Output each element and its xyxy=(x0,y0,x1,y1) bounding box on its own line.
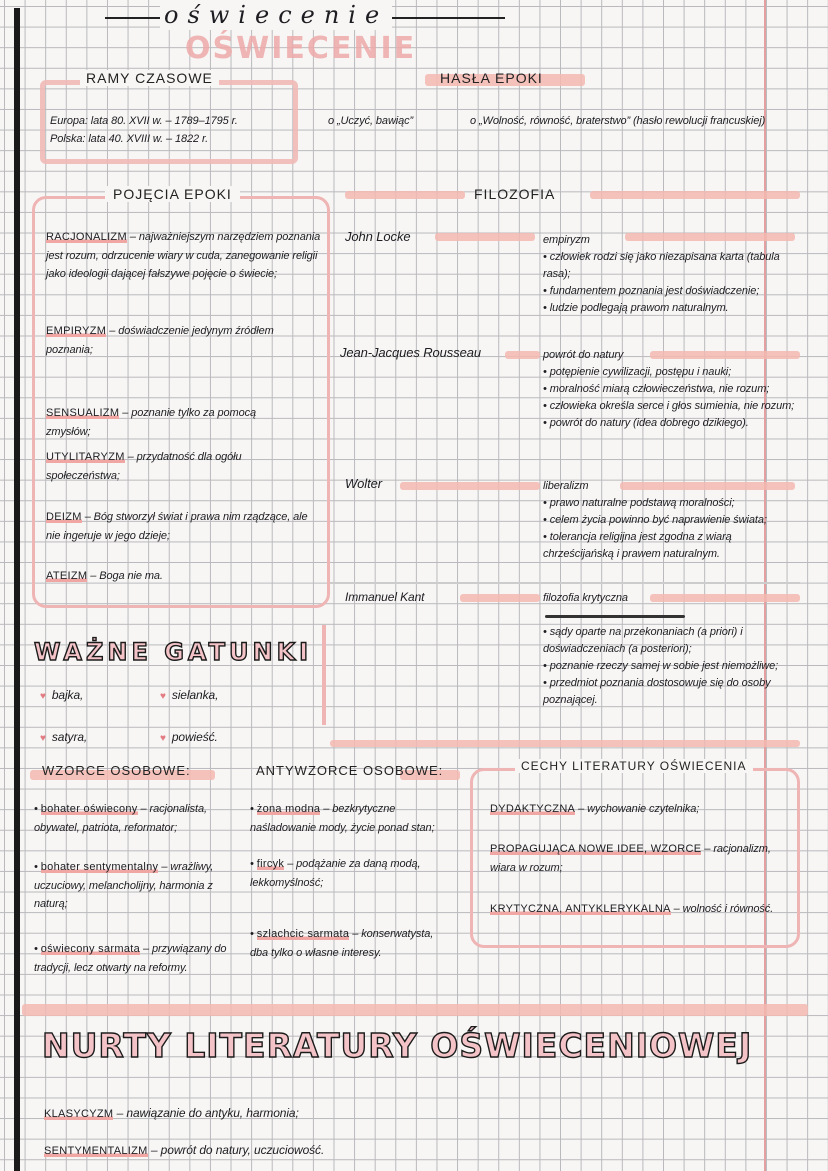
divider-highlight xyxy=(330,740,800,747)
antywzorzec-item xyxy=(250,925,450,962)
gatunek-item xyxy=(40,686,83,707)
term: DYDAKTYCZNA xyxy=(490,803,576,815)
definition: – doświadczenie jedynym źródłem poznania; xyxy=(46,325,274,356)
term: fircyk xyxy=(256,858,285,870)
pojecie-racjonalizm xyxy=(46,228,322,284)
page-binding-edge xyxy=(14,8,20,1171)
wzorzec-item xyxy=(34,800,234,837)
nurt-item xyxy=(44,1141,544,1161)
margin-line xyxy=(764,0,766,1171)
haslo-text: „Wolność, równość, braterstwo” (hasło rewolucji francuskiej) xyxy=(478,115,766,127)
definition: – przydatność dla ogółu społeczeństwa; xyxy=(46,451,242,482)
filozofia-highlight-right xyxy=(590,191,800,199)
heart-icon: ♥ xyxy=(160,691,166,702)
nurty-header: NURTY LITERATURY OŚWIECENIOWEJ xyxy=(42,1026,753,1065)
term: SENTYMENTALIZM xyxy=(44,1145,148,1157)
highlight xyxy=(435,233,535,241)
kant-ideas xyxy=(543,590,805,709)
hasla-header: HASŁA EPOKI xyxy=(440,70,543,86)
antywzorce-header: ANTYWZORCE OSOBOWE: xyxy=(256,763,444,778)
definition: – podążanie za daną modą, lekkomyślność; xyxy=(250,858,421,889)
highlight xyxy=(400,482,540,490)
idea: liberalizm xyxy=(543,480,589,492)
term: PROPAGUJĄCA NOWE IDEE, WZORCE xyxy=(490,843,702,855)
cecha-item xyxy=(490,800,780,819)
term: UTYLITARYZM xyxy=(46,451,125,463)
idea: filozofia krytyczna xyxy=(543,592,628,604)
term: EMPIRYZM xyxy=(46,325,107,337)
definition: – nawiązanie do antyku, harmonia; xyxy=(113,1106,299,1120)
ramy-polska: Polska: lata 40. XVIII w. – 1822 r. xyxy=(50,133,209,145)
definition: – racjonalista, obywatel, patriota, reformator; xyxy=(34,803,207,834)
term: KRYTYCZNA, ANTYKLERYKALNA xyxy=(490,903,671,915)
point: • potępienie cywilizacji, postępu i nauki; xyxy=(543,364,805,381)
philosopher-wolter: Wolter xyxy=(345,476,382,491)
pojecie-empiryzm xyxy=(46,322,316,359)
definition: – wychowanie czytelnika; xyxy=(575,803,700,815)
wolter-ideas xyxy=(543,478,805,563)
term: bohater sentymentalny xyxy=(40,861,159,873)
wzorzec-item xyxy=(34,858,234,914)
divider xyxy=(330,582,800,584)
gatunek-label: powieść. xyxy=(171,730,218,744)
highlight xyxy=(460,594,540,602)
definition: – bezkrytyczne naśladowanie mody, życie ponad stan; xyxy=(250,803,435,834)
term: KLASYCYZM xyxy=(44,1108,114,1120)
antywzorzec-item xyxy=(250,855,450,892)
point: • powrót do natury (idea dobrego dzikiego). xyxy=(543,415,805,432)
pojecie-ateizm xyxy=(46,567,306,586)
gatunek-label: satyra, xyxy=(51,730,88,744)
haslo-1: o „Uczyć, bawiąc” xyxy=(328,115,414,127)
term: żona modna xyxy=(256,803,321,815)
gatunek-item xyxy=(160,728,218,749)
definition: – poznanie tylko za pomocą zmysłów; xyxy=(46,407,257,438)
definition: – wrażliwy, uczuciowy, melancholijny, harmonia z naturą; xyxy=(34,861,214,910)
philosopher-rousseau: Jean-Jacques Rousseau xyxy=(340,345,481,360)
point: • ludzie podlegają prawom naturalnym. xyxy=(543,300,805,317)
cecha-item xyxy=(490,840,780,877)
term: ATEIZM xyxy=(46,570,88,582)
point: • poznanie rzeczy samej w sobie jest niemożliwe; xyxy=(543,658,805,675)
cechy-header: CECHY LITERATURY OŚWIECENIA xyxy=(515,759,753,773)
rousseau-ideas xyxy=(543,347,805,432)
gatunek-item xyxy=(40,728,87,749)
definition: – powrót do natury, uczuciowość. xyxy=(147,1143,325,1157)
wzorzec-item xyxy=(34,940,234,977)
pojecie-sensualizm xyxy=(46,404,296,441)
title-watermark: OŚWIECENIE xyxy=(185,31,417,66)
pojecie-utylitaryzm xyxy=(46,448,308,485)
nurt-item xyxy=(44,1104,544,1124)
philosopher-kant: Immanuel Kant xyxy=(345,590,425,604)
haslo-2: o „Wolność, równość, braterstwo” (hasło rewolucji francuskiej) xyxy=(470,115,766,127)
definition: – przywiązany do tradycji, lecz otwarty na reformy. xyxy=(34,943,227,974)
point: • człowiek rodzi się jako niezapisana karta (tabula rasa); xyxy=(543,249,805,283)
point: • prawo naturalne podstawą moralności; xyxy=(543,495,805,512)
cecha-item xyxy=(490,900,790,919)
page-title: oświecenie xyxy=(160,0,392,30)
definition: – najważniejszym narzędziem poznania jest rozum, odrzucenie wiary w cuda, zanegowanie religii jako ideologii dającej fałszywe pojęcie o świecie; xyxy=(46,231,321,280)
point: • celem życia powinno być naprawienie świata; xyxy=(543,512,805,529)
point: • fundamentem poznania jest doświadczenie; xyxy=(543,283,805,300)
point: • przedmiot poznania dostosowuje się do osoby poznającej. xyxy=(543,675,805,709)
gatunki-header: WAŻNE GATUNKI xyxy=(34,638,313,666)
gatunki-border xyxy=(322,625,326,725)
point: • moralność miarą człowieczeństwa, nie rozum; xyxy=(543,381,805,398)
philosopher-locke: John Locke xyxy=(345,229,411,244)
gatunek-label: sielanka, xyxy=(171,688,219,702)
idea: empiryzm xyxy=(543,234,590,246)
point: • tolerancja religijna jest zgodna z wiarą chrześcijańską i prawem naturalnym. xyxy=(543,529,805,563)
filozofia-header: FILOZOFIA xyxy=(474,186,556,202)
haslo-text: „Uczyć, bawiąc” xyxy=(336,115,414,127)
point: • człowieka określa serce i głos sumienia, nie rozum; xyxy=(543,398,805,415)
wzorce-header: WZORCE OSOBOWE: xyxy=(42,763,191,778)
ramy-europa: Europa: lata 80. XVII w. – 1789–1795 r. xyxy=(50,115,238,127)
term: DEIZM xyxy=(46,511,82,523)
term: bohater oświecony xyxy=(40,803,138,815)
definition: – Bóg stworzył świat i prawa nim rządzące, ale nie ingeruje w jego dzieje; xyxy=(46,511,308,542)
heart-icon: ♥ xyxy=(40,733,46,744)
gatunek-label: bajka, xyxy=(51,688,84,702)
term: RACJONALIZM xyxy=(46,231,127,243)
definition: – Boga nie ma. xyxy=(87,570,163,582)
pojecie-deizm xyxy=(46,508,316,545)
definition: – racjonalizm, wiara w rozum; xyxy=(490,843,771,874)
idea: powrót do natury xyxy=(543,349,624,361)
term: szlachcic sarmata xyxy=(256,928,350,940)
point: • sądy oparte na przekonaniach (a priori) i doświadczeniach (a posteriori); xyxy=(543,624,805,658)
antywzorzec-item xyxy=(250,800,460,837)
term: oświecony sarmata xyxy=(40,943,141,955)
definition: – konserwatysta, dba tylko o własne interesy. xyxy=(250,928,434,959)
locke-ideas xyxy=(543,232,805,317)
term: SENSUALIZM xyxy=(46,407,120,419)
heart-icon: ♥ xyxy=(160,733,166,744)
heart-icon: ♥ xyxy=(40,691,46,702)
highlight xyxy=(505,351,540,359)
filozofia-highlight-left xyxy=(345,191,465,199)
divider-highlight xyxy=(22,1004,808,1016)
ramy-header: RAMY CZASOWE xyxy=(80,70,219,86)
pojecia-header: POJĘCIA EPOKI xyxy=(105,186,240,202)
crossed-out-scribble xyxy=(543,607,805,624)
gatunek-item xyxy=(160,686,218,707)
definition: – wolność i równość. xyxy=(670,903,774,915)
